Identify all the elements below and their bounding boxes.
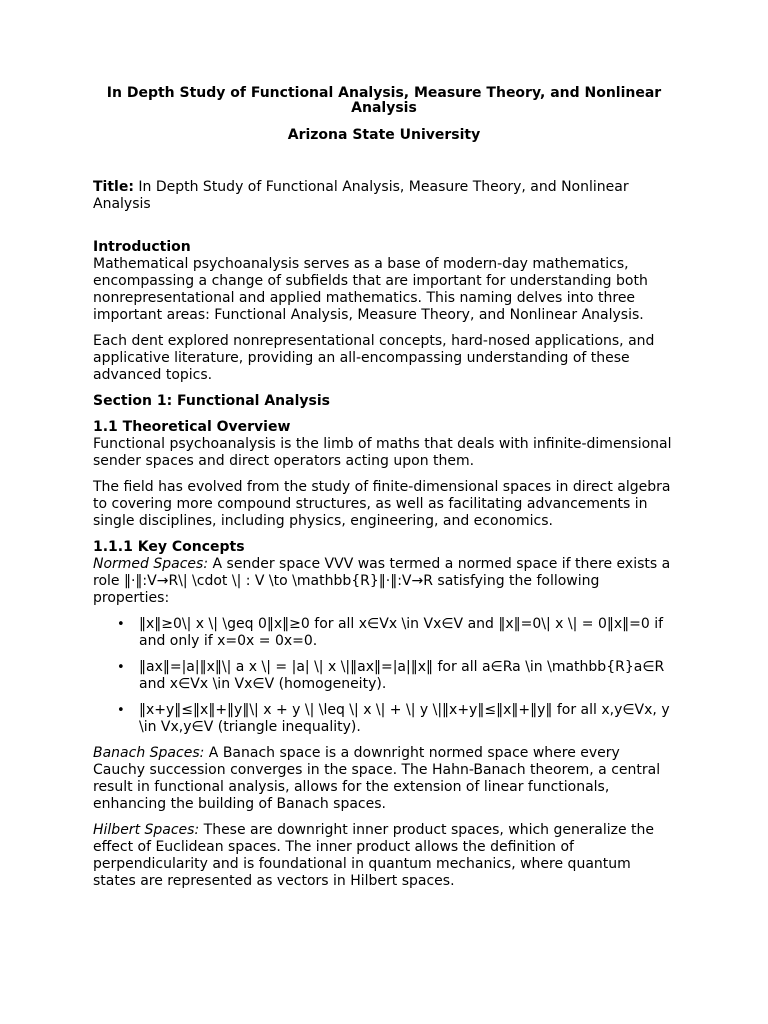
introduction-heading: Introduction [93,239,191,255]
subsection-1-1-heading: 1.1 Theoretical Overview [93,419,291,435]
normed-spaces-text: A sender space VVV was termed a normed space if there exists a role ‖·‖:V→R\| \cdot \| : V \to \mathbb{R}‖·‖:V→R satisfying the following properties: [93,556,671,606]
university-name: Arizona State University [287,127,481,143]
banach-spaces-label: Banach Spaces: [93,745,205,761]
subsection-1-1-paragraph-2: The field has evolved from the study of finite-dimensional spaces in direct algebra to covering more compound structures, as well as facilitating advancements in single disciplines, including physics, engineering, and economics. [93,479,671,529]
banach-spaces-text: A Banach space is a downright normed space where every Cauchy succession converges in the space. The Hahn-Banach theorem, a central result in functional analysis, allows for the extension of linear functionals, enhancing the building of Banach spaces. [93,745,661,812]
banach-spaces-paragraph [93,745,675,813]
title-label: Title: [93,179,134,195]
list-item: • ‖x+y‖≤‖x‖+‖y‖\| x + y \| \leq \| x \| + \| y \|‖x+y‖≤‖x‖+‖y‖ for all x,y∈Vx, y \in Vx,y∈V (triangle inequality). [139,702,675,736]
introduction-paragraph-1: Mathematical psychoanalysis serves as a base of modern-day mathematics, encompassing a change of subfields that are important for understanding both nonrepresentational and applied mathematics. This naming delves into three important areas: Functional Analysis, Measure Theory, and Nonlinear Analysis. [93,256,648,323]
hilbert-spaces-paragraph [93,822,675,890]
hilbert-spaces-label: Hilbert Spaces: [93,822,200,838]
document-page [93,86,675,890]
normed-spaces-paragraph [93,556,675,607]
norm-properties-list [93,616,675,736]
introduction-paragraph-2: Each dent explored nonrepresentational concepts, hard-nosed applications, and applicative literature, providing an all-encompassing understanding of these advanced topics. [93,333,655,383]
list-item: • ‖x‖≥0\| x \| \geq 0‖x‖≥0 for all x∈Vx \in Vx∈V and ‖x‖=0\| x \| = 0‖x‖=0 if and only if x=0x = 0x=0. [139,616,675,650]
normed-spaces-label: Normed Spaces: [93,556,209,572]
list-item: • ‖ax‖=|a|‖x‖\| a x \| = |a| \| x \|‖ax‖=|a|‖x‖ for all a∈Ra \in \mathbb{R}a∈R and x∈Vx \in Vx∈V (homogeneity). [139,659,675,693]
title-text: In Depth Study of Functional Analysis, Measure Theory, and Nonlinear Analysis [93,179,629,212]
hilbert-spaces-text: These are downright inner product spaces, which generalize the effect of Euclidean spaces. The inner product allows the definition of perpendicularity and is foundational in quantum mechanics, where quantum states are represented as vectors in Hilbert spaces. [93,822,654,889]
subsection-1-1-1-heading: 1.1.1 Key Concepts [93,539,245,555]
subsection-1-1-paragraph-1: Functional psychoanalysis is the limb of maths that deals with infinite-dimensional sender spaces and direct operators acting upon them. [93,436,672,469]
document-title: In Depth Study of Functional Analysis, Measure Theory, and Nonlinear Analysis [106,85,662,116]
section-1-heading: Section 1: Functional Analysis [93,393,330,409]
title-line [93,179,675,213]
